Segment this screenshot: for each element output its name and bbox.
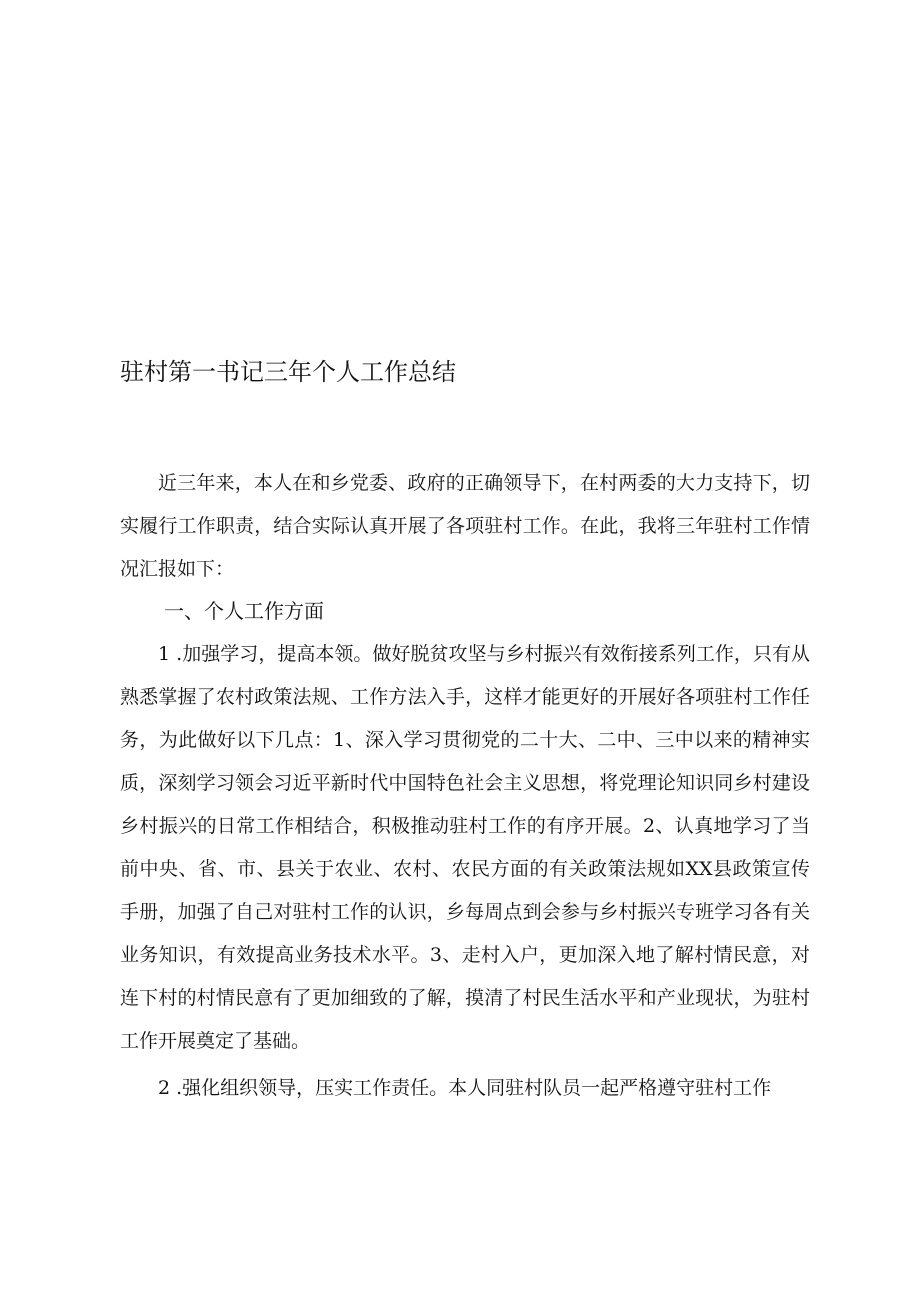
item-1-paragraph: 1 .加强学习，提高本领。做好脱贫攻坚与乡村振兴有效衔接系列工作，只有从熟悉掌握了农村政策法规、工作方法入手，这样才能更好的开展好各项驻村工作任务，为此做好以下几点：1、深入学习贯彻党的二十大、二中、三中以来的精神实质，深刻学习领会习近平新时代中国特色社会主义思想，将党理论知识同乡村建设乡村振兴的日常工作相结合，积极推动驻村工作的有序开展。2、认真地学习了当前中央、省、市、县关于农业、农村、农民方面的有关政策法规如XX县政策宣传手册，加强了自己对驻村工作的认识，乡每周点到会参与乡村振兴专班学习各有关业务知识，有效提高业务技术水平。3、走村入户，更加深入地了解村情民意，对连下村的村情民意有了更加细致的了解，摸清了村民生活水平和产业现状，为驻村工作开展奠定了基础。 [120,643,810,1052]
section-heading: 一、个人工作方面 [164,599,324,623]
document-title: 驻村第一书记三年个人工作总结 [120,358,456,386]
item-1-block [120,633,810,1063]
item-2-block [120,1067,810,1110]
item-2-paragraph: 2 .强化组织领导，压实工作责任。本人同驻村队员一起严格遵守驻村工作 [158,1077,772,1099]
intro-paragraph: 近三年来，本人在和乡党委、政府的正确领导下，在村两委的大力支持下，切实履行工作职责，结合实际认真开展了各项驻村工作。在此，我将三年驻村工作情况汇报如下： [120,472,810,580]
intro-paragraph-block [120,462,810,591]
